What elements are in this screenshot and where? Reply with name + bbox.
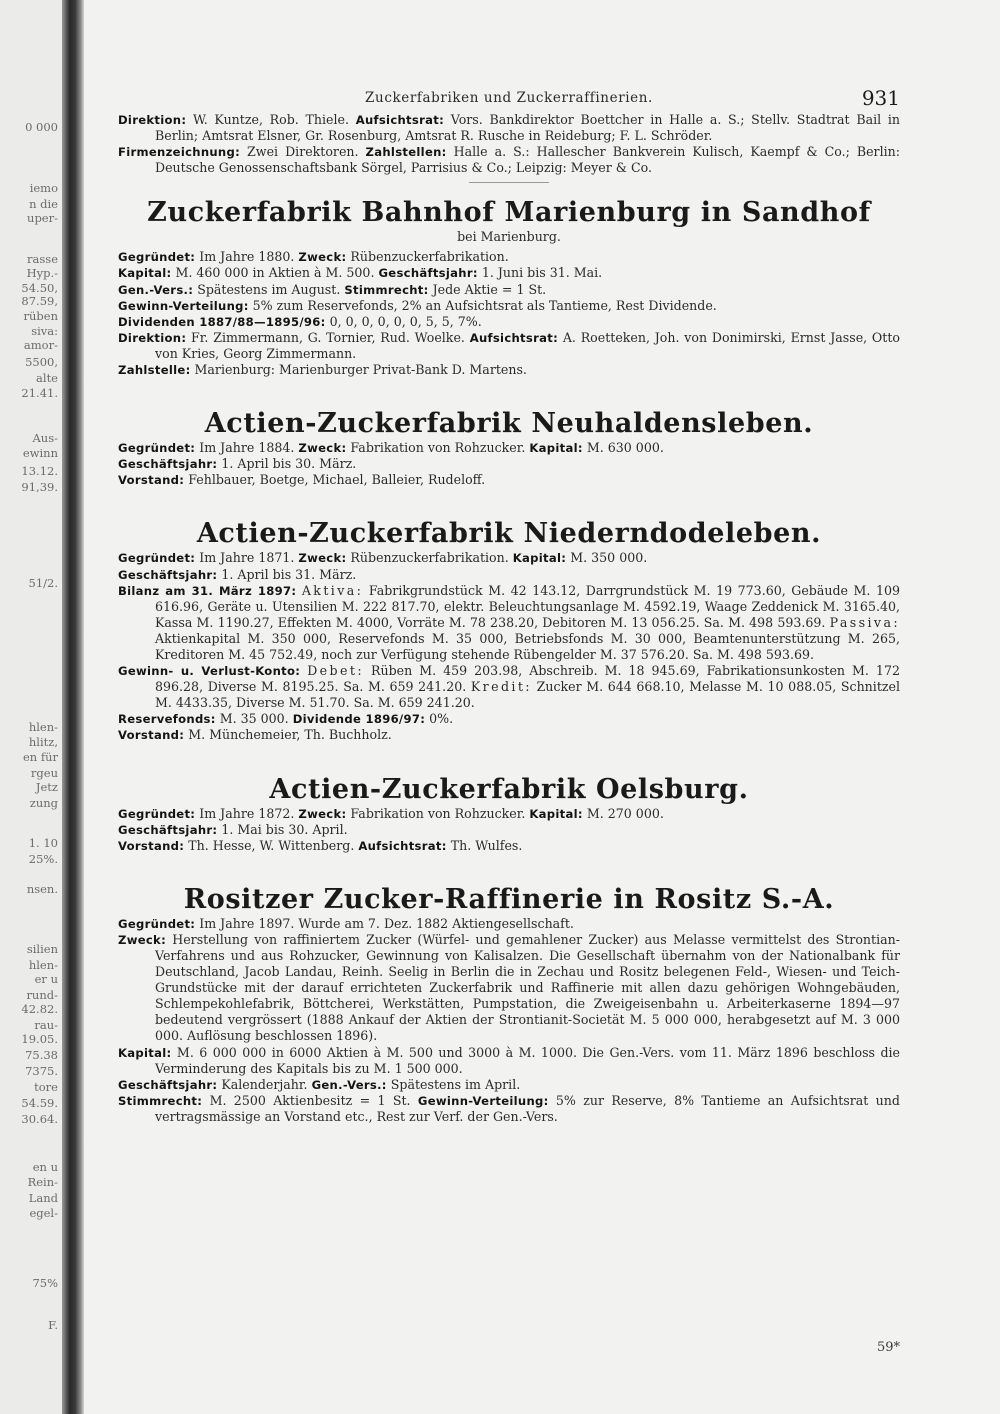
label: Zweck:: [298, 806, 347, 821]
entry-geschaeftsjahr: [118, 567, 900, 583]
entry-kapital: [118, 1045, 900, 1077]
gutter-fragment: rgeu: [30, 766, 58, 780]
value: Th. Hesse, W. Wittenberg.: [188, 837, 355, 853]
entry-gegruendet: [118, 916, 900, 932]
value: Im Jahre 1897. Wurde am 7. Dez. 1882 Aktiengesellschaft.: [199, 915, 574, 931]
value: Im Jahre 1872.: [199, 805, 295, 821]
label: Vorstand:: [118, 473, 185, 488]
value: 5% zur Reserve, 8% Tantieme an Aufsichtsrat und vertragsmässige an Vorstand etc., Rest zur Verf. der Gen.-Vers.: [155, 1092, 900, 1124]
value: Rüben M. 459 203.98, Abschreib. M. 18 945.69, Fabrikationsunkosten M. 172 896.28, Diverse M. 8195.25. Sa. M. 659 241.20.: [155, 663, 900, 695]
gutter-fragment: silien: [26, 942, 58, 956]
value: 1. April bis 30. März.: [221, 456, 357, 472]
label: Direktion:: [118, 330, 187, 345]
label: Gegründet:: [118, 916, 196, 931]
gutter-fragment: 7375.: [25, 1064, 58, 1078]
label: Kapital:: [118, 266, 172, 281]
label: Gegründet:: [118, 250, 196, 265]
value: Herstellung von raffiniertem Zucker (Würfel- und gemahlener Zucker) aus Melasse vermittelst des Strontian-Verfahrens und aus Rohzucker, Gewinnung von Kalisalzen. Die Gesellschaft übernahm von der Nationalbank für Deutschland, Jacob Landau, Reinh. Seelig in Berlin die in Zechau und Rositz belegenen Feld-, Wiesen- und Teich-Grundstücke mit der darauf errichteten Zuckerfabrik und Raffinerie mit allen dazu gehörigen Wohngebäuden, Schlempekohlefabrik, Böttcherei, Werkstätten, Pumpstation, die Zweigeisenbahn u. Arbeiterkaserne 1894—97 bedeutend vergrössert (1888 Ankauf der Aktien der Strontianit-Societät M. 5 000 000, herabgesetzt auf M. 3 000 000. Auflösung beschlossen 1896).: [155, 931, 900, 1044]
company-title-niederndodeleben: Actien-Zuckerfabrik Niederndodeleben.: [196, 518, 822, 550]
value: M. 6 000 000 in 6000 Aktien à M. 500 und 3000 à M. 1000. Die Gen.-Vers. vom 11. März 1896 beschloss die Verminderung des Kapitals bis zu M. 1 500 000.: [155, 1044, 900, 1076]
value: M. 35 000.: [219, 711, 289, 727]
value: Halle a. S.: Hallescher Bankverein Kulisch, Kaempf & Co.; Berlin: Deutsche Genossenschaftsbank Sörgel, Parrisius & Co.; Leipzig: Meyer & Co.: [155, 144, 900, 176]
label: Bilanz am 31. März 1897:: [118, 583, 297, 598]
gutter-fragment: 19.05.: [21, 1032, 58, 1046]
aktiva-label: Aktiva:: [301, 582, 364, 598]
label: Gegründet:: [118, 551, 196, 566]
label: Geschäftsjahr:: [118, 822, 218, 837]
value: Spätestens im April.: [390, 1076, 521, 1092]
value: 1. Juni bis 31. Mai.: [481, 265, 603, 281]
gutter-fragment: hlitz,: [28, 735, 58, 749]
entry-geschaeftsjahr: [118, 456, 900, 472]
value: Aktienkapital M. 350 000, Reservefonds M. 35 000, Betriebsfonds M. 30 000, Beamtenunterstützung M. 265, Kreditoren M. 45 752.49, noch zur Verfügung stehende Rübengelder M. 37 576.20. Sa. M. 498 593.69.: [155, 630, 900, 662]
preceding-firmenzeichnung: [118, 144, 900, 176]
value: 0, 0, 0, 0, 0, 0, 5, 5, 7%.: [329, 313, 482, 329]
gutter-fragment: tore: [34, 1080, 58, 1094]
gutter-fragment: 54.59.: [21, 1096, 58, 1110]
label: Reservefonds:: [118, 712, 216, 727]
company-title-rositz: Rositzer Zucker-Raffinerie in Rositz S.-A.: [183, 883, 835, 915]
label: Gewinn- u. Verlust-Konto:: [118, 664, 301, 679]
gutter-fragment: 91,39.: [21, 480, 58, 494]
value: Rübenzuckerfabrikation.: [350, 550, 509, 566]
label: Kapital:: [118, 1045, 172, 1060]
running-head-title: Zuckerfabriken und Zuckerraffinerien.: [365, 90, 653, 106]
gutter-fragment: hlen-: [28, 720, 58, 734]
label: Gewinn-Verteilung:: [118, 298, 249, 313]
company-title-marienburg: Zuckerfabrik Bahnhof Marienburg in Sandhof: [147, 197, 871, 229]
gutter-fragment: en für: [22, 750, 58, 764]
entry-geschaeftsjahr: [118, 822, 900, 838]
entry-zweck: [118, 932, 900, 1045]
value: M. 270 000.: [586, 805, 664, 821]
entry-gegruendet: [118, 249, 900, 265]
value: Fehlbauer, Boetge, Michael, Balleier, Rudeloff.: [188, 472, 486, 488]
running-head: [118, 86, 900, 112]
value: 1. April bis 31. März.: [221, 566, 357, 582]
entry-kapital: [118, 265, 900, 281]
value: Im Jahre 1884.: [199, 440, 295, 456]
label: Kapital:: [512, 551, 567, 566]
document-page: [118, 86, 900, 1355]
gutter-fragment: 54.50,: [21, 281, 58, 295]
label: Dividende 1896/97:: [292, 712, 426, 727]
label: Zahlstellen:: [365, 145, 447, 160]
label: Zweck:: [118, 932, 166, 947]
gutter-fragment: 75%: [32, 1276, 58, 1290]
label: Zweck:: [298, 551, 347, 566]
company-title-neuhaldensleben: Actien-Zuckerfabrik Neuhaldensleben.: [204, 408, 814, 440]
gutter-fragment: Rein-: [27, 1175, 58, 1189]
debet-label: Debet:: [307, 663, 364, 679]
label: Geschäftsjahr:: [118, 567, 218, 582]
value: Vors. Bankdirektor Boettcher in Halle a. S.; Stellv. Stadtrat Bail in Berlin; Amtsrat Elsner, Gr. Rosenburg, Amtsrat R. Rusche in Reideburg; F. L. Schröder.: [155, 112, 900, 144]
gutter-fragment: Hyp.-: [26, 266, 58, 280]
preceding-direktion: [118, 112, 900, 144]
value: Th. Wulfes.: [450, 837, 523, 853]
label: Gewinn-Verteilung:: [417, 1093, 549, 1108]
label: Vorstand:: [118, 838, 185, 853]
label: Aufsichtsrat:: [358, 838, 447, 853]
label: Kapital:: [529, 441, 583, 456]
entry-stimmrecht: [118, 1093, 900, 1125]
value: Rübenzuckerfabrikation.: [350, 249, 509, 265]
entry-gen-vers: [118, 282, 900, 298]
book-spine: [62, 0, 84, 1414]
value: M. 630 000.: [586, 440, 664, 456]
value: A. Roetteken, Joh. von Donimirski, Ernst Jasse, Otto von Kries, Georg Zimmermann.: [155, 329, 900, 361]
gutter-fragment: 75.38: [25, 1048, 58, 1062]
label: Gen.-Vers.:: [118, 282, 194, 297]
left-page-gutter: [0, 0, 62, 1414]
value: M. 2500 Aktienbesitz = 1 St.: [209, 1092, 411, 1108]
gutter-fragment: 1. 10: [28, 836, 58, 850]
label: Gen.-Vers.:: [311, 1077, 387, 1092]
gutter-fragment: amor-: [23, 338, 58, 352]
entry-zahlstelle: [118, 362, 900, 378]
value: Fr. Zimmermann, G. Tornier, Rud. Woelke.: [191, 329, 465, 345]
label: Kapital:: [529, 806, 583, 821]
label: Aufsichtsrat:: [469, 330, 559, 345]
gutter-fragment: Land: [28, 1191, 58, 1205]
label: Zahlstelle:: [118, 363, 191, 378]
entry-direktion: [118, 330, 900, 362]
value: Fabrikgrundstück M. 42 143.12, Darrgrundstück M. 19 773.60, Gebäude M. 109 616.96, Geräte u. Utensilien M. 222 817.70, elektr. Beleuchtungsanlage M. 4592.19, Waage Zeddenick M. 3165.40, Kassa M. 1190.27, Effekten M. 4000, Vorräte M. 78 238.20, Debitoren M. 13 056.25. Sa. M. 498 593.69.: [155, 582, 900, 630]
value: W. Kuntze, Rob. Thiele.: [192, 112, 349, 127]
gutter-fragment: 87.59,: [21, 294, 58, 308]
entry-vorstand: [118, 472, 900, 488]
value: Fabrikation von Rohzucker.: [350, 805, 526, 821]
entry-geschaeftsjahr: [118, 1077, 900, 1093]
company-subtitle: bei Marienburg.: [457, 229, 561, 245]
gutter-fragment: 51/2.: [28, 576, 58, 590]
gutter-fragment: hlen-: [28, 958, 58, 972]
entry-vorstand: [118, 727, 900, 743]
label: Geschäftsjahr:: [118, 1077, 218, 1092]
entry-gegruendet: [118, 440, 900, 456]
gutter-fragment: 5500,: [25, 355, 58, 369]
value: Kalenderjahr.: [221, 1076, 308, 1092]
entry-gegruendet: [118, 550, 900, 566]
gutter-fragment: ewinn: [22, 446, 58, 460]
label: Gegründet:: [118, 806, 196, 821]
entry-bilanz: [118, 583, 900, 663]
entry-gegruendet: [118, 806, 900, 822]
entry-dividenden: [118, 314, 900, 330]
entry-reservefonds: [118, 711, 900, 727]
value: M. Münchemeier, Th. Buchholz.: [188, 727, 392, 743]
gutter-fragment: rasse: [27, 252, 58, 266]
signature-mark: 59*: [876, 1340, 900, 1355]
gutter-fragment: rüben: [23, 309, 58, 323]
value: Marienburg: Marienburger Privat-Bank D. Martens.: [194, 362, 527, 378]
gutter-fragment: Aus-: [32, 431, 58, 445]
gutter-fragment: iemo: [29, 181, 58, 195]
gutter-fragment: er u: [34, 972, 58, 986]
gutter-fragment: n die: [29, 197, 58, 211]
page-number: 931: [861, 86, 900, 110]
gutter-fragment: rau-: [34, 1018, 58, 1032]
value: Fabrikation von Rohzucker.: [350, 440, 526, 456]
gutter-fragment: siva:: [31, 324, 58, 338]
value: Zucker M. 644 668.10, Melasse M. 10 088.05, Schnitzel M. 4433.35, Diverse M. 51.70. Sa. M. 659 241.20.: [155, 679, 900, 711]
label: Firmenzeichnung:: [118, 145, 241, 160]
gutter-fragment: uper-: [27, 211, 58, 225]
company-title-oelsburg: Actien-Zuckerfabrik Oelsburg.: [269, 773, 749, 805]
label: Zweck:: [298, 441, 347, 456]
value: Spätestens im August.: [197, 281, 341, 297]
value: 5% zum Reservefonds, 2% an Aufsichtsrat als Tantieme, Rest Dividende.: [252, 297, 717, 313]
entry-gewinn-verteilung: [118, 298, 900, 314]
gutter-fragment: zung: [29, 796, 58, 810]
kredit-label: Kredit:: [470, 679, 532, 695]
entry-gewinn-verlust: [118, 663, 900, 711]
value: Im Jahre 1880.: [199, 249, 295, 265]
gutter-fragment: 42.82.: [21, 1002, 58, 1016]
label: Geschäftsjahr:: [118, 457, 218, 472]
label: Vorstand:: [118, 728, 185, 743]
gutter-fragment: 25%.: [28, 852, 58, 866]
value: 1. Mai bis 30. April.: [221, 821, 348, 837]
label: Aufsichtsrat:: [355, 113, 445, 127]
gutter-fragment: 21.41.: [21, 386, 58, 400]
label: Zweck:: [298, 250, 347, 265]
label: Stimmrecht:: [118, 1093, 203, 1108]
gutter-fragment: 0 000: [25, 120, 58, 134]
label: Gegründet:: [118, 441, 196, 456]
value: 0%.: [429, 711, 454, 727]
label: Dividenden 1887/88—1895/96:: [118, 314, 326, 329]
gutter-fragment: egel-: [29, 1206, 58, 1220]
gutter-fragment: en u: [32, 1160, 58, 1174]
entry-vorstand: [118, 838, 900, 854]
value: M. 350 000.: [570, 550, 648, 566]
gutter-fragment: 13.12.: [21, 464, 58, 478]
gutter-fragment: Jetz: [35, 780, 58, 794]
label: Stimmrecht:: [344, 282, 429, 297]
gutter-fragment: alte: [36, 371, 58, 385]
value: M. 460 000 in Aktien à M. 500.: [175, 265, 375, 281]
gutter-fragment: nsen.: [26, 882, 58, 896]
value: Jede Aktie = 1 St.: [432, 281, 547, 297]
value: Im Jahre 1871.: [199, 550, 295, 566]
gutter-fragment: 30.64.: [21, 1112, 58, 1126]
gutter-fragment: rund-: [26, 988, 58, 1002]
label: Direktion:: [118, 113, 187, 127]
value: Zwei Direktoren.: [247, 144, 359, 160]
passiva-label: Passiva:: [829, 614, 900, 630]
gutter-fragment: F.: [48, 1318, 58, 1332]
label: Geschäftsjahr:: [378, 266, 478, 281]
